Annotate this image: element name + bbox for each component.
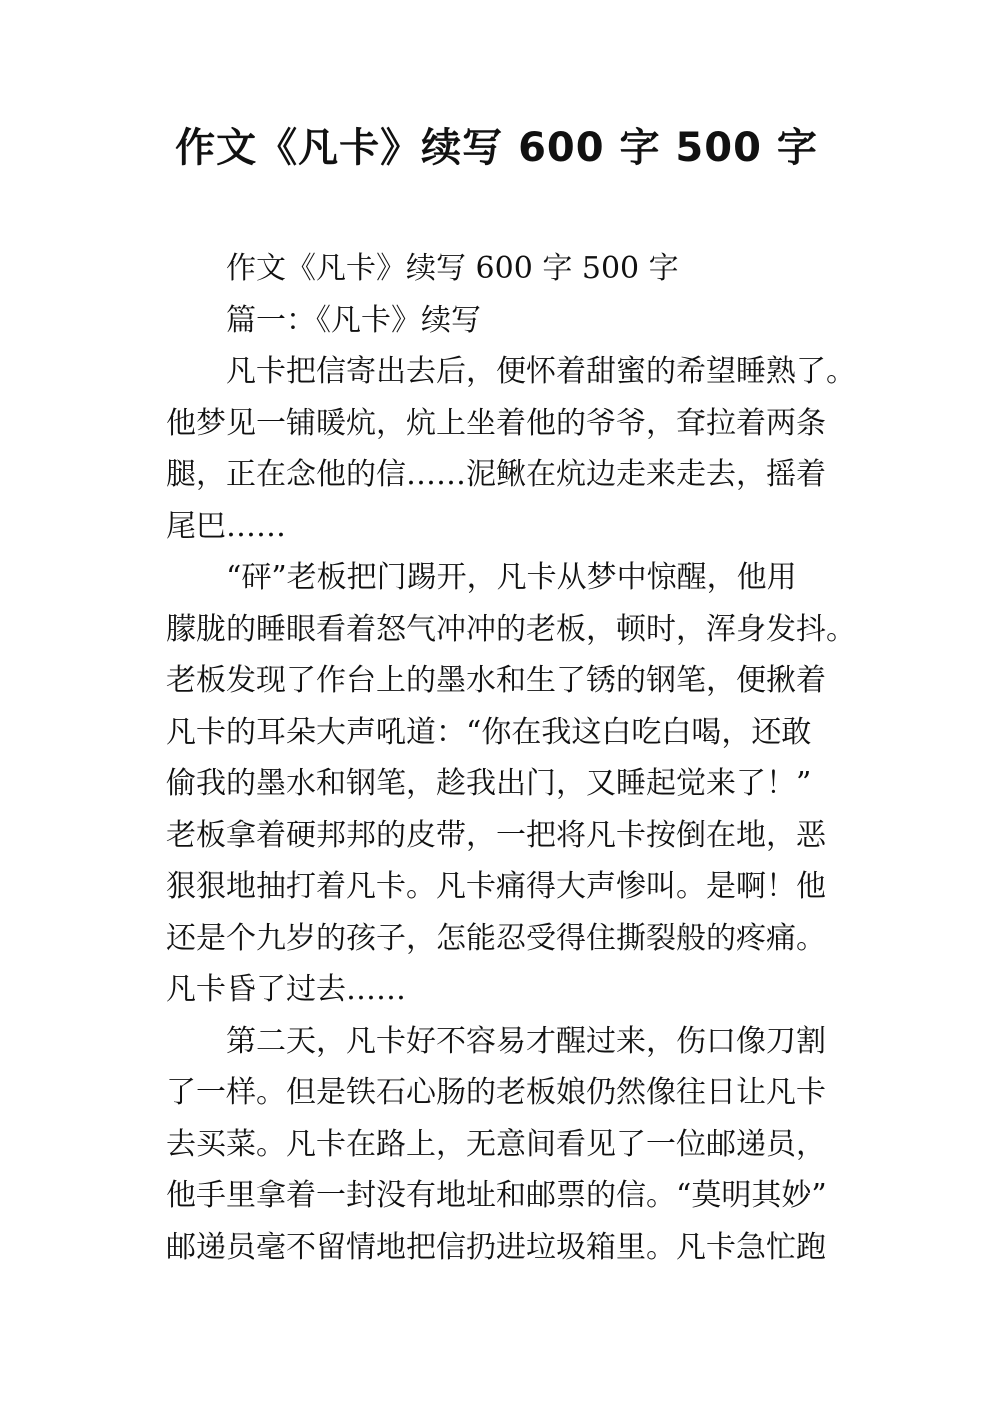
text-line: 老板发现了作台上的墨水和生了锈的钢笔，便揪着 bbox=[166, 663, 826, 698]
text-line: 篇一：《凡卡》续写 bbox=[226, 302, 481, 338]
document-title: 作文《凡卡》续写 600 字 500 字 bbox=[175, 125, 818, 171]
text-line: “砰”老板把门踢开，凡卡从梦中惊醒，他用 bbox=[226, 560, 797, 595]
text-line: 腿，正在念他的信……泥鳅在炕边走来走去，摇着 bbox=[166, 457, 826, 492]
text-line: 邮递员毫不留情地把信扔进垃圾箱里。凡卡急忙跑 bbox=[166, 1229, 826, 1265]
text-line: 朦胧的睡眼看着怒气冲冲的老板，顿时，浑身发抖。 bbox=[166, 611, 856, 647]
text-line: 他手里拿着一封没有地址和邮票的信。“莫明其妙” bbox=[166, 1178, 827, 1213]
text-line: 尾巴…… bbox=[166, 508, 286, 544]
text-line: 第二天，凡卡好不容易才醒过来，伤口像刀割 bbox=[226, 1023, 826, 1059]
text-line: 他梦见一铺暖炕，炕上坐着他的爷爷，耷拉着两条 bbox=[166, 405, 826, 441]
text-line: 了一样。但是铁石心肠的老板娘仍然像往日让凡卡 bbox=[166, 1075, 826, 1110]
text-line: 去买菜。凡卡在路上，无意间看见了一位邮递员， bbox=[166, 1126, 826, 1162]
text-line: 还是个九岁的孩子，怎能忍受得住撕裂般的疼痛。 bbox=[166, 920, 826, 956]
text-line: 凡卡的耳朵大声吼道：“你在我这白吃白喝，还敢 bbox=[166, 714, 812, 750]
text-line: 凡卡把信寄出去后，便怀着甜蜜的希望睡熟了。 bbox=[226, 354, 856, 389]
text-line: 作文《凡卡》续写 600 字 500 字 bbox=[226, 251, 679, 286]
text-line: 凡卡昏了过去…… bbox=[166, 972, 406, 1007]
document-body bbox=[166, 243, 866, 1273]
text-line: 狠狠地抽打着凡卡。凡卡痛得大声惨叫。是啊！他 bbox=[166, 869, 826, 904]
text-line: 老板拿着硬邦邦的皮带，一把将凡卡按倒在地，恶 bbox=[166, 817, 826, 853]
text-line: 偷我的墨水和钢笔，趁我出门，又睡起觉来了！” bbox=[166, 766, 812, 801]
